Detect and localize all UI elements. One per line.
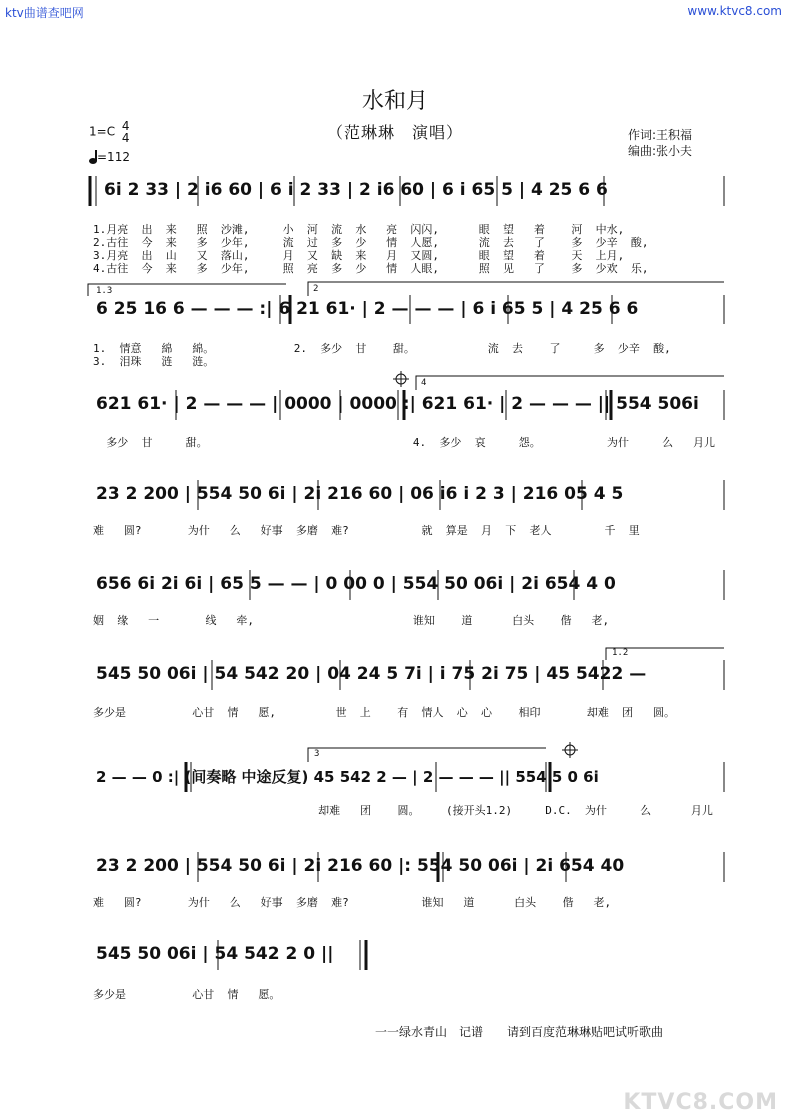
lyric-row-2-verse-2: 3. 泪珠 涟 涟。 xyxy=(93,355,215,368)
volta-label-4: 1.2 xyxy=(612,648,629,658)
transcriber-note: 一一绿水青山 记谱 请到百度范琳琳贴吧试听歌曲 xyxy=(375,1025,664,1039)
notation-row-7: 2 — — 0 :| (间奏略 中途反复) 45 542 2 — | 2 — — — || 554 5 0 6i xyxy=(96,768,599,786)
notation-row-6: 545 50 06i | 54 542 20 | 04 24 5 7i | i 75 2i 75 | 45 5422 — xyxy=(96,664,647,684)
lyric-row-1-verse-1: 1.月亮 出 来 照 沙滩, 小 河 流 水 亮 闪闪, 眼 望 着 河 中水, xyxy=(93,223,625,236)
notation-row-4: 23 2 200 | 554 50 6i | 2i 216 60 | 06 i6 i 2 3 | 216 05 4 5 xyxy=(96,484,624,504)
lyric-row-7: 却难 团 圆。 (接开头1.2) D.C. 为什 么 月儿 xyxy=(93,804,713,817)
key-text: 1=C xyxy=(89,124,116,139)
lyric-row-3: 多少 甘 甜。 4. 多少 哀 怨。 为什 么 月儿 xyxy=(93,436,715,449)
site-watermark-right: www.ktvc8.com xyxy=(687,4,782,18)
lyric-row-2-verse-1: 1. 情意 綿 綿。 2. 多少 甘 甜。 流 去 了 多 少辛 酸, xyxy=(93,342,671,355)
lyric-row-5: 姻 缘 一 线 牵, 谁知 道 白头 偕 老, xyxy=(93,614,610,627)
lyricist: 作词:王积福 xyxy=(628,128,693,142)
notation-row-9: 545 50 06i | 54 542 2 0 || xyxy=(96,944,334,964)
site-watermark-left: ktv曲谱查吧网 xyxy=(5,6,84,20)
notation-row-1: 6i 2 33 | 2 i6 60 | 6 i 2 33 | 2 i6 60 | 6 i 65 5 | 4 25 6 6 xyxy=(104,180,608,200)
tempo-value: =112 xyxy=(97,150,130,164)
site-watermark-bottom: KTVC8.COM xyxy=(623,1090,778,1115)
notation-row-3: 621 61· | 2 — — — | 0000 | 0000 :| 621 61· | 2 — — — || 554 506i xyxy=(96,394,699,414)
lyric-row-1-verse-4: 4.古往 今 来 多 少年, 照 亮 多 少 情 人眼, 照 见 了 多 少欢 乐, xyxy=(93,262,649,275)
volta-label-1: 1.3 xyxy=(96,286,113,296)
lyric-row-1-verse-3: 3.月亮 出 山 又 落山, 月 又 缺 来 月 又圆, 眼 望 着 天 上月, xyxy=(93,249,625,262)
lyric-row-1-verse-2: 2.古往 今 来 多 少年, 流 过 多 少 情 人愿, 流 去 了 多 少辛 酸, xyxy=(93,236,649,249)
lyric-row-6: 多少是 心甘 情 愿, 世 上 有 情人 心 心 相印 却难 团 圆。 xyxy=(93,706,675,719)
song-performer: （范琳琳 演唱） xyxy=(326,123,463,142)
lyric-row-9: 多少是 心甘 情 愿。 xyxy=(93,988,281,1001)
song-title: 水和月 xyxy=(361,89,428,114)
volta-label-3: 4 xyxy=(421,378,427,388)
volta-label-5: 3 xyxy=(314,749,320,759)
meter-bottom: 4 xyxy=(121,131,130,145)
lyric-row-8: 难 圆? 为什 么 好事 多磨 难? 谁知 道 白头 偕 老, xyxy=(93,896,612,909)
notation-row-2: 6 25 16 6 — — — :| 6 21 61· | 2 — — — | 6 i 65 5 | 4 25 6 6 xyxy=(96,299,639,319)
meter-top: 4 xyxy=(121,119,130,133)
notation-row-5: 656 6i 2i 6i | 65 5 — — | 0 00 0 | 554 50 06i | 2i 654 4 0 xyxy=(96,574,616,594)
arranger: 编曲:张小夫 xyxy=(628,144,693,158)
notation-row-8: 23 2 200 | 554 50 6i | 2i 216 60 |: 554 50 06i | 2i 654 40 xyxy=(96,856,625,876)
lyric-row-4: 难 圆? 为什 么 好事 多磨 难? 就 算是 月 下 老人 千 里 xyxy=(93,524,640,537)
volta-label-2: 2 xyxy=(313,284,319,294)
